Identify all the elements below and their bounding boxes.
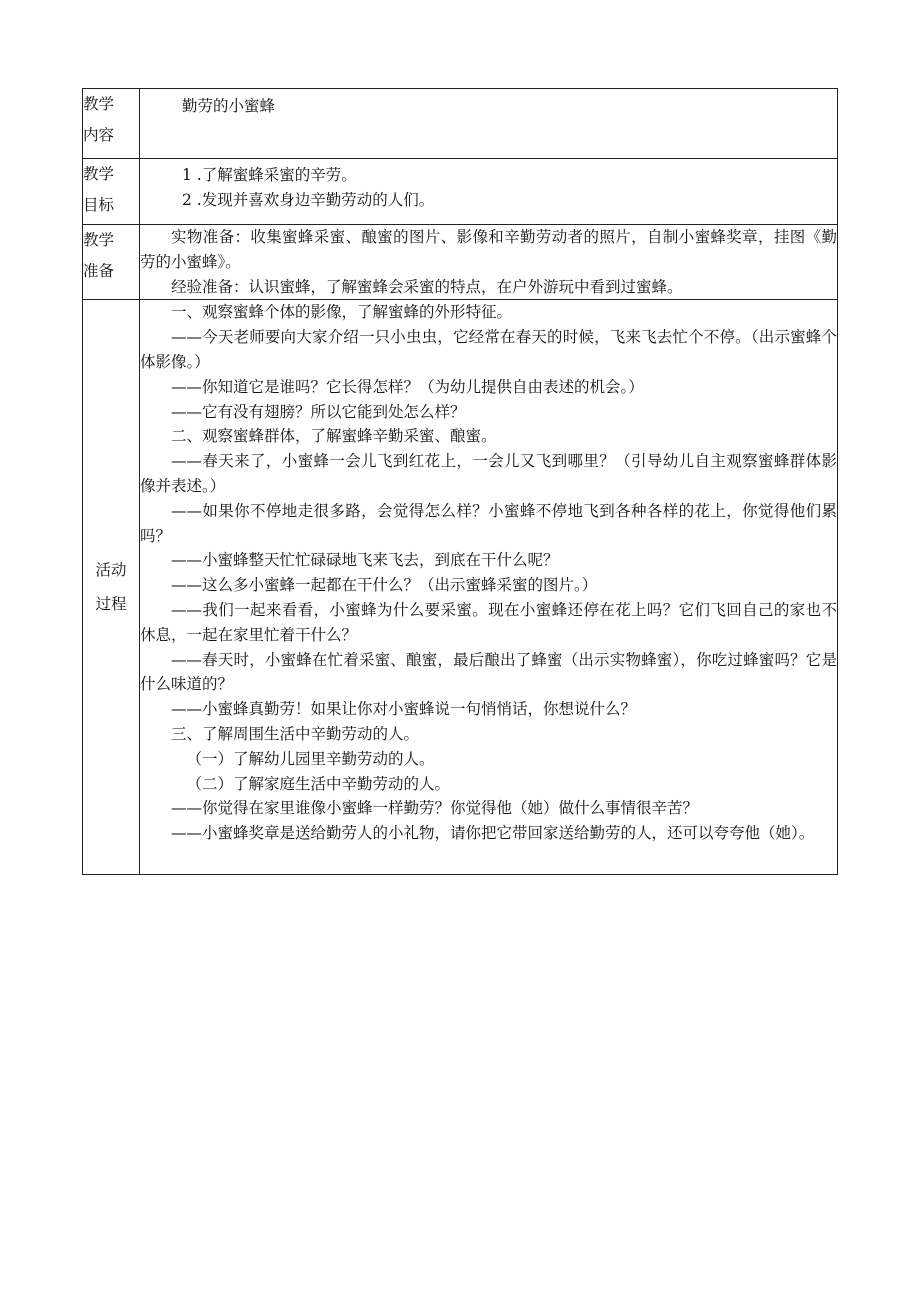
process-paragraph: ——小蜜蜂奖章是送给勤劳人的小礼物，请你把它带回家送给勤劳的人，还可以夸夸他（她）。 <box>171 824 815 843</box>
cell-goal <box>140 159 838 225</box>
lesson-title: 勤劳的小蜜蜂 <box>182 96 276 115</box>
process-paragraph: ——春天时，小蜜蜂在忙着采蜜、酿蜜，最后酿出了蜂蜜（出示实物蜂蜜），你吃过蜂蜜吗？它是什么味道的？ <box>140 650 837 694</box>
row-process <box>83 300 838 875</box>
process-paragraph: ——我们一起来看看，小蜜蜂为什么要采蜜。现在小蜜蜂还停在花上吗？它们飞回自己的家也不休息，一起在家里忙着干什么？ <box>140 600 837 644</box>
prep-paragraph: 经验准备：认识蜜蜂，了解蜜蜂会采蜜的特点，在户外游玩中看到过蜜蜂。 <box>171 277 683 296</box>
row-content <box>83 89 838 159</box>
goal-item: 2 .发现并喜欢身边辛勤劳动的人们。 <box>182 190 435 209</box>
label-line: 活动 <box>95 561 127 580</box>
process-paragraph: ——春天来了，小蜜蜂一会儿飞到红花上，一会儿又飞到哪里？（引导幼儿自主观察蜜蜂群体影像并表述。） <box>140 452 837 495</box>
label-content <box>83 89 140 159</box>
process-subitem: （一）了解幼儿园里辛勤劳动的人。 <box>186 749 435 768</box>
process-paragraph: 一、观察蜜蜂个体的影像，了解蜜蜂的外形特征。 <box>171 303 513 322</box>
row-prep <box>83 225 838 300</box>
cell-content <box>140 89 838 159</box>
lesson-plan-table <box>82 88 838 875</box>
process-paragraph: ——小蜜蜂整天忙忙碌碌地飞来飞去，到底在干什么呢？ <box>171 551 559 570</box>
label-line: 内容 <box>83 126 115 144</box>
process-paragraph: ——你觉得在家里谁像小蜜蜂一样勤劳？你觉得他（她）做什么事情很辛苦？ <box>171 799 699 818</box>
process-paragraph: ——今天老师要向大家介绍一只小虫虫，它经常在春天的时候，飞来飞去忙个不停。（出示蜜蜂个体影像。） <box>140 328 837 371</box>
process-paragraph: ——它有没有翅膀？所以它能到处怎么样？ <box>171 402 466 421</box>
label-line: 目标 <box>83 196 115 214</box>
process-paragraph: ——如果你不停地走很多路，会觉得怎么样？小蜜蜂不停地飞到各种各样的花上，你觉得他们累吗？ <box>140 501 837 545</box>
label-line: 教学 <box>83 95 115 113</box>
goal-item: 1 .了解蜜蜂采蜜的辛劳。 <box>182 166 357 184</box>
label-process <box>83 300 140 875</box>
process-paragraph: ——小蜜蜂真勤劳！如果让你对小蜜蜂说一句悄悄话，你想说什么？ <box>171 700 637 719</box>
label-prep <box>83 225 140 300</box>
label-line: 准备 <box>83 262 115 280</box>
cell-prep <box>140 225 838 300</box>
cell-process <box>140 300 838 875</box>
label-line: 教学 <box>83 165 115 183</box>
process-paragraph: 二、观察蜜蜂群体，了解蜜蜂辛勤采蜜、酿蜜。 <box>171 427 497 446</box>
label-line: 教学 <box>83 231 115 249</box>
process-paragraph: 三、了解周围生活中辛勤劳动的人。 <box>171 724 420 743</box>
process-subitem: （二）了解家庭生活中辛勤劳动的人。 <box>186 774 451 793</box>
label-line: 过程 <box>95 595 127 614</box>
process-paragraph: ——你知道它是谁吗？它长得怎样？（为幼儿提供自由表述的机会。） <box>171 377 644 396</box>
row-goal <box>83 159 838 225</box>
label-goal <box>83 159 140 225</box>
prep-paragraph: 实物准备：收集蜜蜂采蜜、酿蜜的图片、影像和辛勤劳动者的照片，自制小蜜蜂奖章，挂图《勤劳的小蜜蜂》。 <box>140 228 837 271</box>
process-paragraph: ——这么多小蜜蜂一起都在干什么？（出示蜜蜂采蜜的图片。） <box>171 576 598 595</box>
